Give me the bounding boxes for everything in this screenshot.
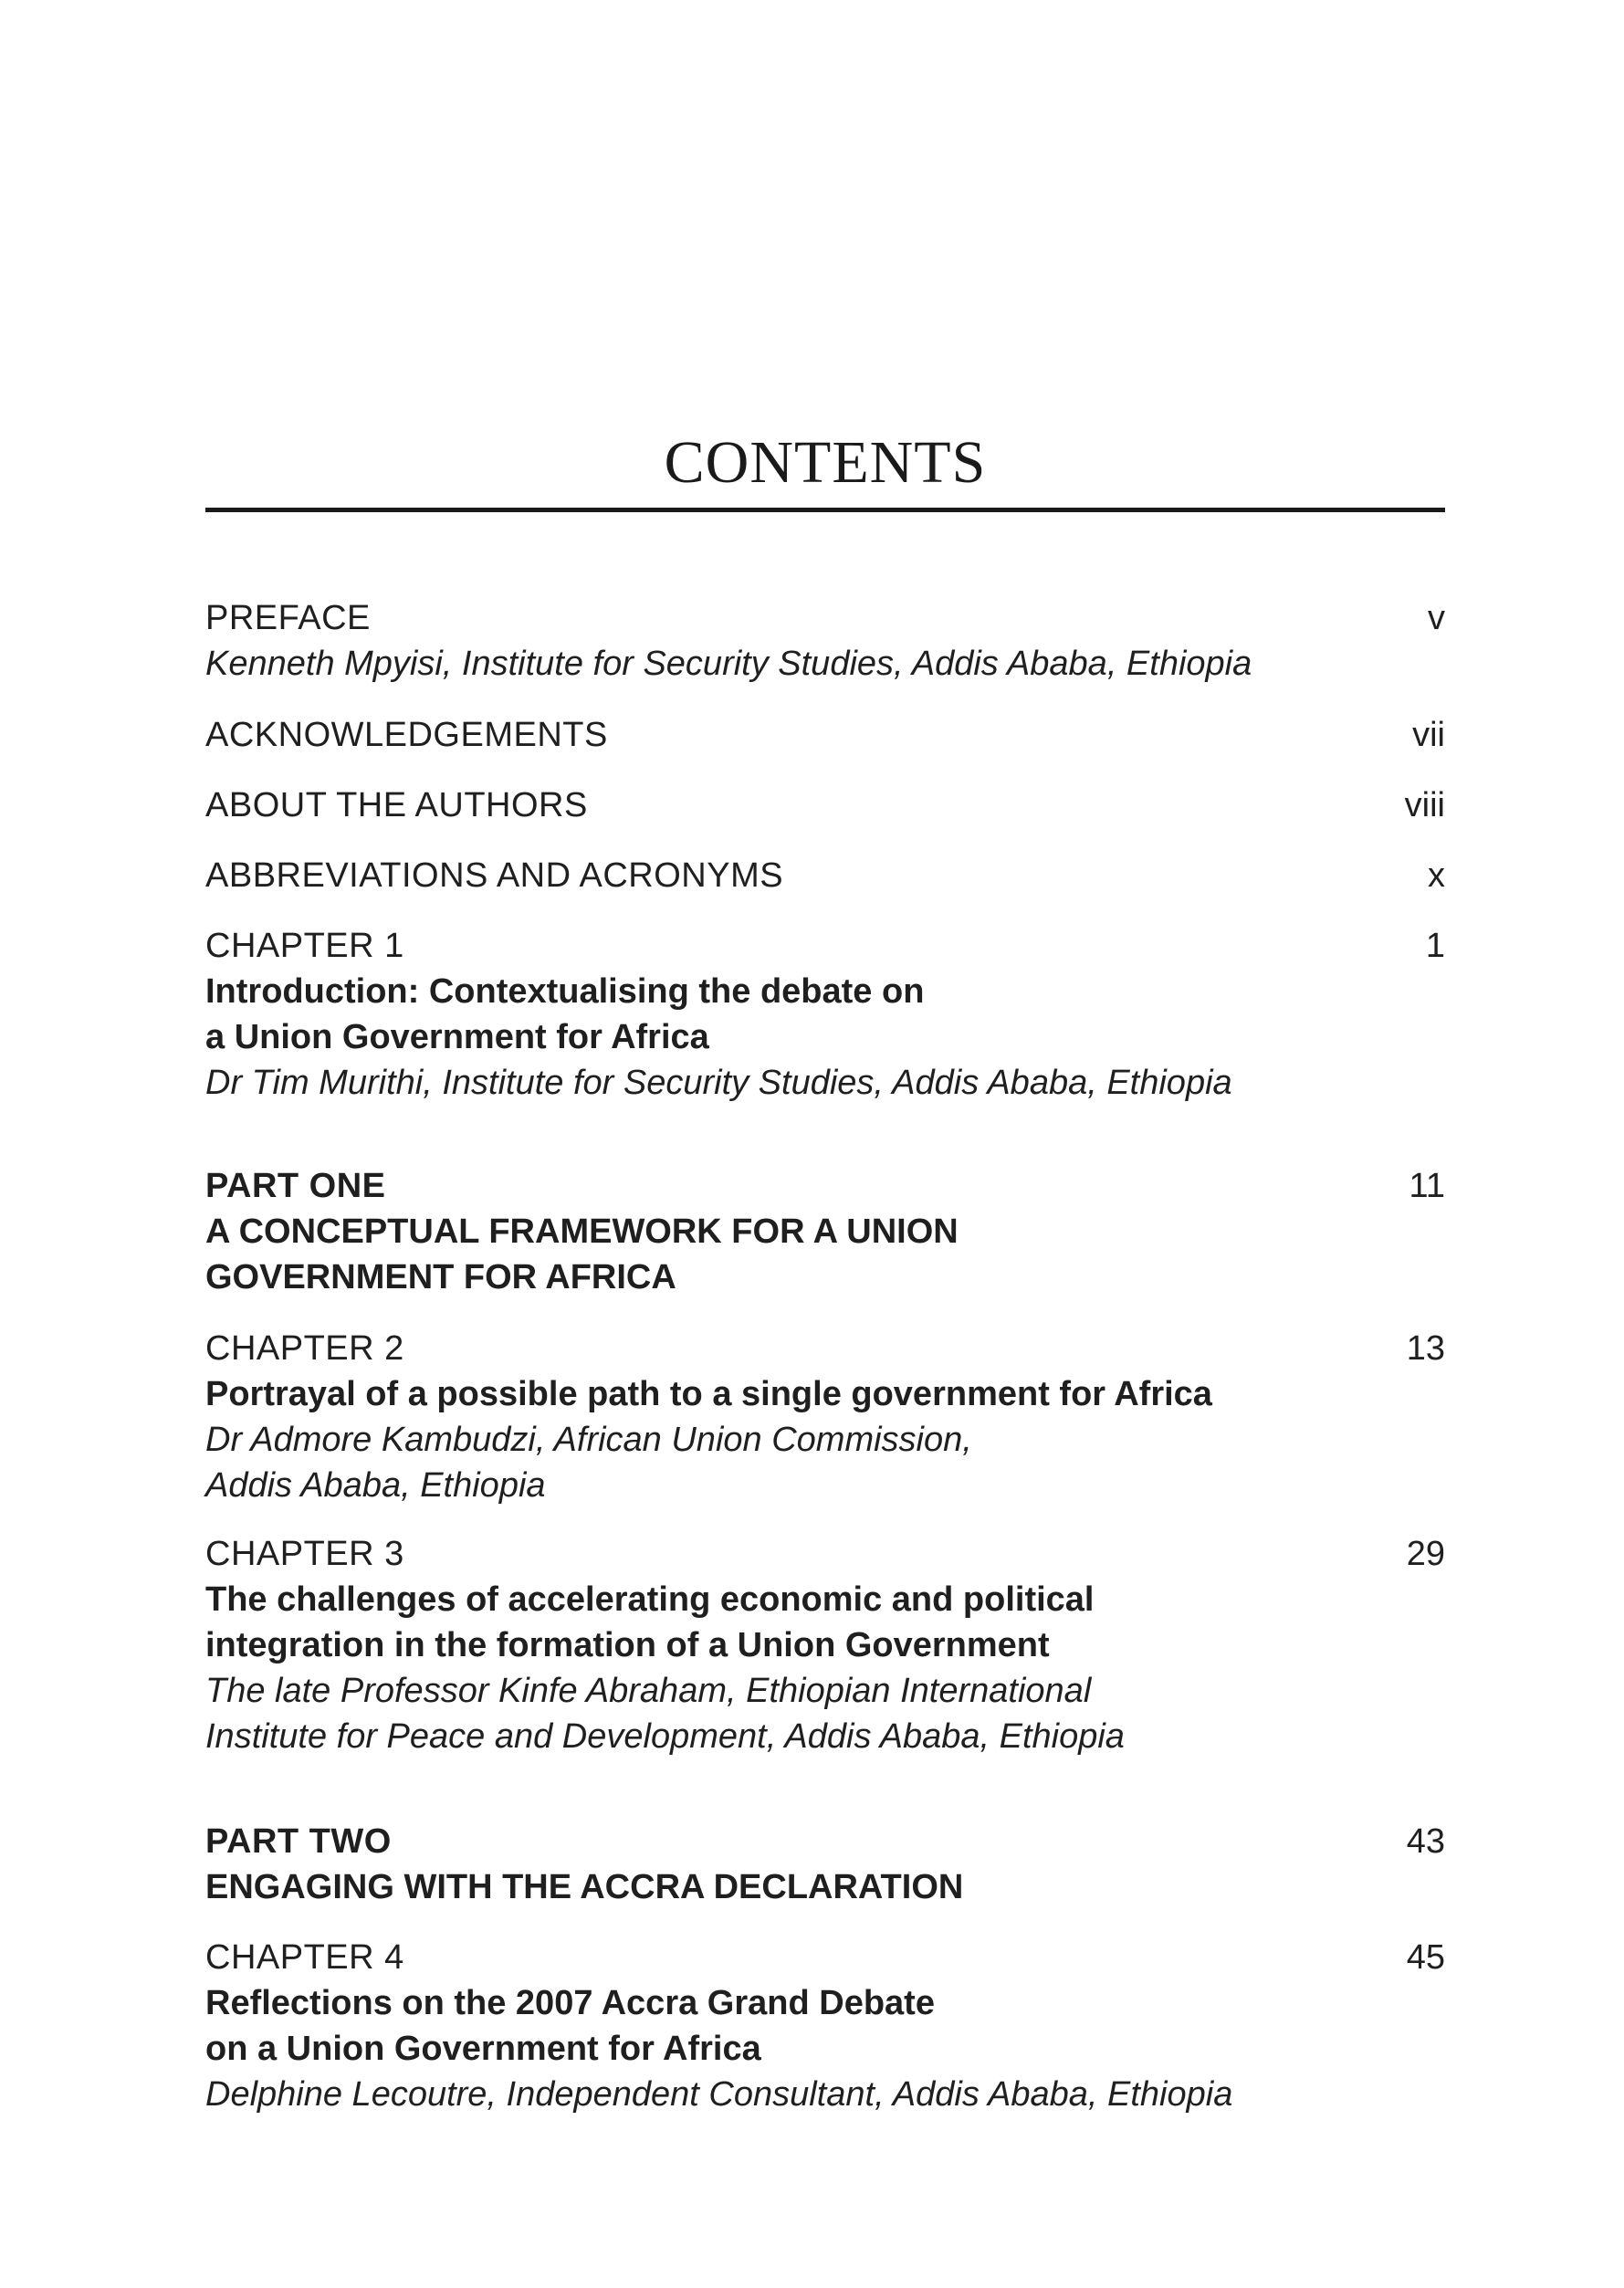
toc-entry-title: on a Union Government for Africa xyxy=(205,2030,761,2068)
toc-entry[interactable] xyxy=(205,595,1445,687)
toc-entry-title: A CONCEPTUAL FRAMEWORK FOR A UNION xyxy=(205,1212,959,1251)
toc-entry-label: ABOUT THE AUTHORS xyxy=(205,786,588,824)
toc-entry-header xyxy=(205,1531,1445,1577)
toc-entry[interactable] xyxy=(205,923,1445,1106)
toc-entry-label: CHAPTER 2 xyxy=(205,1329,404,1368)
toc-entry-label: PART ONE xyxy=(205,1167,386,1205)
toc-entry[interactable] xyxy=(205,712,1445,758)
toc-page-number: 1 xyxy=(1425,927,1445,965)
toc-entry[interactable] xyxy=(205,1531,1445,1759)
toc-entry-author: Dr Tim Murithi, Institute for Security Studies, Addis Ababa, Ethiopia xyxy=(205,1064,1232,1102)
toc-entry-header xyxy=(205,595,1445,641)
toc-entry-author: The late Professor Kinfe Abraham, Ethiopian International xyxy=(205,1672,1092,1710)
toc-entry[interactable] xyxy=(205,782,1445,828)
toc-entry-header xyxy=(205,923,1445,969)
toc-entry-title: GOVERNMENT FOR AFRICA xyxy=(205,1258,676,1296)
toc-page-number: 43 xyxy=(1406,1822,1445,1861)
toc-page-number: v xyxy=(1428,599,1445,637)
toc-entry-title: Portrayal of a possible path to a single government for Africa xyxy=(205,1375,1212,1413)
toc-entry-title: Introduction: Contextualising the debate on xyxy=(205,972,925,1011)
toc-entry-author: Institute for Peace and Development, Addis Ababa, Ethiopia xyxy=(205,1717,1125,1756)
toc-page-number: 13 xyxy=(1406,1329,1445,1368)
toc-entry-author: Delphine Lecoutre, Independent Consultant, Addis Ababa, Ethiopia xyxy=(205,2075,1233,2114)
toc-entry-author: Kenneth Mpyisi, Institute for Security Studies, Addis Ababa, Ethiopia xyxy=(205,645,1252,683)
toc-entry-author: Dr Admore Kambudzi, African Union Commission, xyxy=(205,1421,972,1459)
toc-entry-title: The challenges of accelerating economic and political xyxy=(205,1580,1095,1619)
toc-entry-label: CHAPTER 4 xyxy=(205,1938,404,1977)
title-divider xyxy=(205,508,1445,512)
toc-entry-title: ENGAGING WITH THE ACCRA DECLARATION xyxy=(205,1868,964,1906)
toc-entry-title: a Union Government for Africa xyxy=(205,1018,709,1056)
toc-entry-label: CHAPTER 1 xyxy=(205,927,404,965)
toc-entry-header xyxy=(205,853,1445,898)
toc-page-number: 45 xyxy=(1406,1938,1445,1977)
toc-page-number: 11 xyxy=(1409,1167,1445,1205)
toc-entry-header xyxy=(205,782,1445,828)
page-title: CONTENTS xyxy=(664,429,987,496)
toc-entry[interactable] xyxy=(205,1326,1445,1508)
toc-page-number: 29 xyxy=(1406,1535,1445,1573)
toc-entry-header xyxy=(205,1326,1445,1371)
toc-entry[interactable] xyxy=(205,853,1445,898)
toc-entry-header xyxy=(205,1935,1445,1980)
toc-entry-label: PREFACE xyxy=(205,599,371,637)
toc-page-number: viii xyxy=(1404,786,1445,824)
toc-entry-author: Addis Ababa, Ethiopia xyxy=(205,1466,546,1505)
toc-entry[interactable] xyxy=(205,1935,1445,2117)
toc-entry-title: Reflections on the 2007 Accra Grand Debate xyxy=(205,1984,935,2022)
toc-entry-label: ABBREVIATIONS AND ACRONYMS xyxy=(205,856,784,895)
toc-page-number: vii xyxy=(1412,716,1445,754)
toc-entry-title: integration in the formation of a Union Government xyxy=(205,1626,1050,1664)
toc-page-number: x xyxy=(1428,856,1445,895)
toc-entry[interactable] xyxy=(205,1819,1445,1910)
toc-entry-header xyxy=(205,1819,1445,1864)
toc-entry-header xyxy=(205,712,1445,758)
toc-entry-label: ACKNOWLEDGEMENTS xyxy=(205,716,608,754)
toc-entry[interactable] xyxy=(205,1163,1445,1300)
toc-entry-header xyxy=(205,1163,1445,1209)
toc-entry-label: PART TWO xyxy=(205,1822,392,1861)
toc-entry-label: CHAPTER 3 xyxy=(205,1535,404,1573)
